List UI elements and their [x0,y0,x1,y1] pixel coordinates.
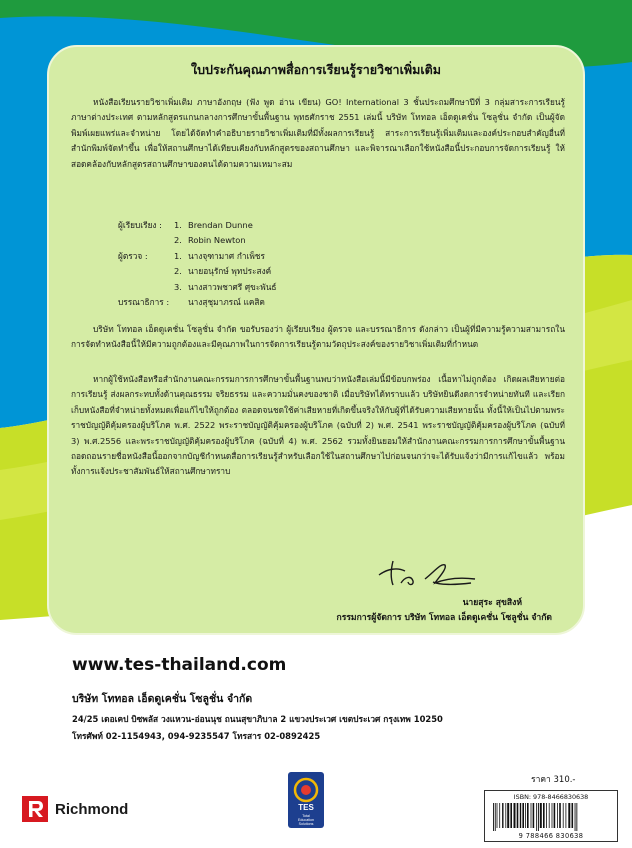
richmond-logo [22,796,128,822]
certificate-title: ใบประกันคุณภาพสื่อการเรียนรู้รายวิชาเพิ่มเติม [191,62,441,77]
guarantee-paragraph: บริษัท โททอล เอ็ดดูเคชั่น โซลูชั่น จำกัด ขอรับรองว่า ผู้เรียบเรียง ผู้ตรวจ และบรรณาธิการ ดังกล่าว เป็นผู้ที่มีความรู้ความสามารถในการจัดทำหนังสือนี้ให้มีความถูกต้องและมีคุณภาพในการจัดการเรียนรู้ตามวัตถุประสงค์ของรายวิชาเพิ่มเติมที่กำหนด [71,324,565,350]
price-label: ราคา 310.- [531,775,576,785]
list-number: 3. [174,281,182,292]
reviewers-label: ผู้ตรวจ : [118,250,148,261]
editor-label: บรรณาธิการ : [118,296,170,307]
list-number: 2. [174,235,182,246]
authors-label: ผู้เรียบเรียง : [118,220,162,230]
tes-logo-line3: Solutions [298,822,314,826]
barcode [484,790,618,842]
signer-block [337,596,553,626]
credits-list [118,218,498,310]
author-row [118,233,498,248]
richmond-wordmark: Richmond [55,800,129,818]
reviewer-name: นางสาวพชาศรี ศุขะพันธ์ [188,281,277,292]
editor-name: นางสุชุมาภรณ์ แคสิค [188,296,265,307]
reviewer-row [118,264,498,279]
list-number: 1. [174,220,182,230]
signature-image [375,555,485,589]
barcode-number: 9 788466 830638 [518,832,584,840]
barcode-bars [491,803,611,831]
publisher-website: www.tes-thailand.com [72,655,287,675]
reviewer-row [118,249,498,264]
editor-row [118,295,498,310]
liability-paragraph: หากผู้ใช้หนังสือหรือสำนักงานคณะกรรมการการศึกษาขั้นพื้นฐานพบว่าหนังสือเล่มนี้มีข้อบกพร่อง เนื้อหาไม่ถูกต้อง เกิดผลเสียหายต่อการเรียนรู้ ส่งผลกระทบทั้งด้านคุณธรรม จริยธรรม และความมั่นคงของชาติ เมื่อบริษัทได้ทราบแล้ว บริษัทยินดีงดการจำหน่ายทันที และเรียกเก็บหนังสือที่จำหน่ายทั้งหมดเพื่อแก้ไขให้ถูกต้อง ตลอดจนชดใช้ค่าเสียหายที่เกิดขึ้นจริงให้กับผู้ที่ได้รับความเสียหายนั้น ทั้งนี้ให้เป็นไปตามพระราชบัญญัติคุ้มครองผู้บริโภค พ.ศ. 2522 พระราชบัญญัติคุ้มครองผู้บริโภค (ฉบับที่ 2) พ.ศ. 2541 พระราชบัญญัติคุ้มครองผู้บริโภค (ฉบับที่ 3) พ.ศ.2556 และพระราชบัญญัติคุ้มครองผู้บริโภค (ฉบับที่ 4) พ.ศ. 2562 รวมทั้งยินยอมให้สำนักงานคณะกรรมการการศึกษาขั้นพื้นฐานถอดถอนรายชื่อหนังสือนี้ออกจากบัญชีกำหนดสื่อการเรียนรู้สำหรับเลือกใช้ในสถานศึกษาไปก่อนจนกว่าจะได้รับแจ้งว่ามีการแก้ไขแล้ว พร้อมทั้งการแจ้งประชาสัมพันธ์ให้สถานศึกษาทราบ [71,374,565,477]
author-name: Robin Newton [188,235,246,246]
signer-position: กรรมการผู้จัดการ บริษัท โททอล เอ็ดดูเคชั่น โซลูชั่น จำกัด [336,613,552,623]
signer-name: นายสุระ สุขสิงห์ [462,598,522,608]
richmond-r-icon [22,796,48,822]
tes-logo-text: TES [298,803,314,812]
reviewer-name: นางจุฑามาศ กำเพ็ชร [188,250,265,261]
publisher-address: 24/25 เดอเคป บิซพลัส วงแหวน-อ่อนนุช ถนนสุขาภิบาล 2 แขวงประเวศ เขตประเวศ กรุงเทพ 10250 [72,714,443,724]
author-row [118,218,498,233]
tes-logo-line2: Education [298,818,314,822]
tes-logo-icon [288,772,324,828]
list-number: 2. [174,266,182,277]
isbn-text: ISBN: 978-8466830638 [513,793,589,801]
publisher-phone: โทรศัพท์ 02-1154943, 094-9235547 โทรสาร 02-0892425 [72,731,321,741]
reviewer-row [118,280,498,295]
author-name: Brendan Dunne [188,220,253,230]
tes-logo-line1: Total [302,814,310,818]
intro-paragraph: หนังสือเรียนรายวิชาเพิ่มเติม ภาษาอังกฤษ (ฟัง พูด อ่าน เขียน) GO! International 3 ชั้นประถมศึกษาปีที่ 3 กลุ่มสาระการเรียนรู้ภาษาต่างประเทศ ตามหลักสูตรแกนกลางการศึกษาขั้นพื้นฐาน พุทธศักราช 2551 เล่มนี้ บริษัท โททอล เอ็ดดูเคชั่น โซลูชั่น จำกัด เป็นผู้จัดพิมพ์เผยแพร่และจำหน่าย โดยได้จัดทำคำอธิบายรายวิชาเพิ่มเติมที่มีทั้งผลการเรียนรู้ สาระการเรียนรู้เพิ่มเติมและองค์ประกอบสำคัญอื่นที่สำนักพิมพ์จัดทำขึ้น เพื่อให้สถานศึกษาได้เทียบเคียงกับหลักสูตรของสถานศึกษา และพิจารณาเลือกใช้หนังสือนี้ประกอบการจัดการเรียนรู้ ให้สอดคล้องกับหลักสูตรสถานศึกษาของตนได้ตามความเหมาะสม [71,97,565,169]
publisher-company: บริษัท โททอล เอ็ดดูเคชั่น โซลูชั่น จำกัด [72,693,253,705]
reviewer-name: นายอนุรักษ์ พุทประสงค์ [188,266,272,277]
list-number: 1. [174,250,182,261]
